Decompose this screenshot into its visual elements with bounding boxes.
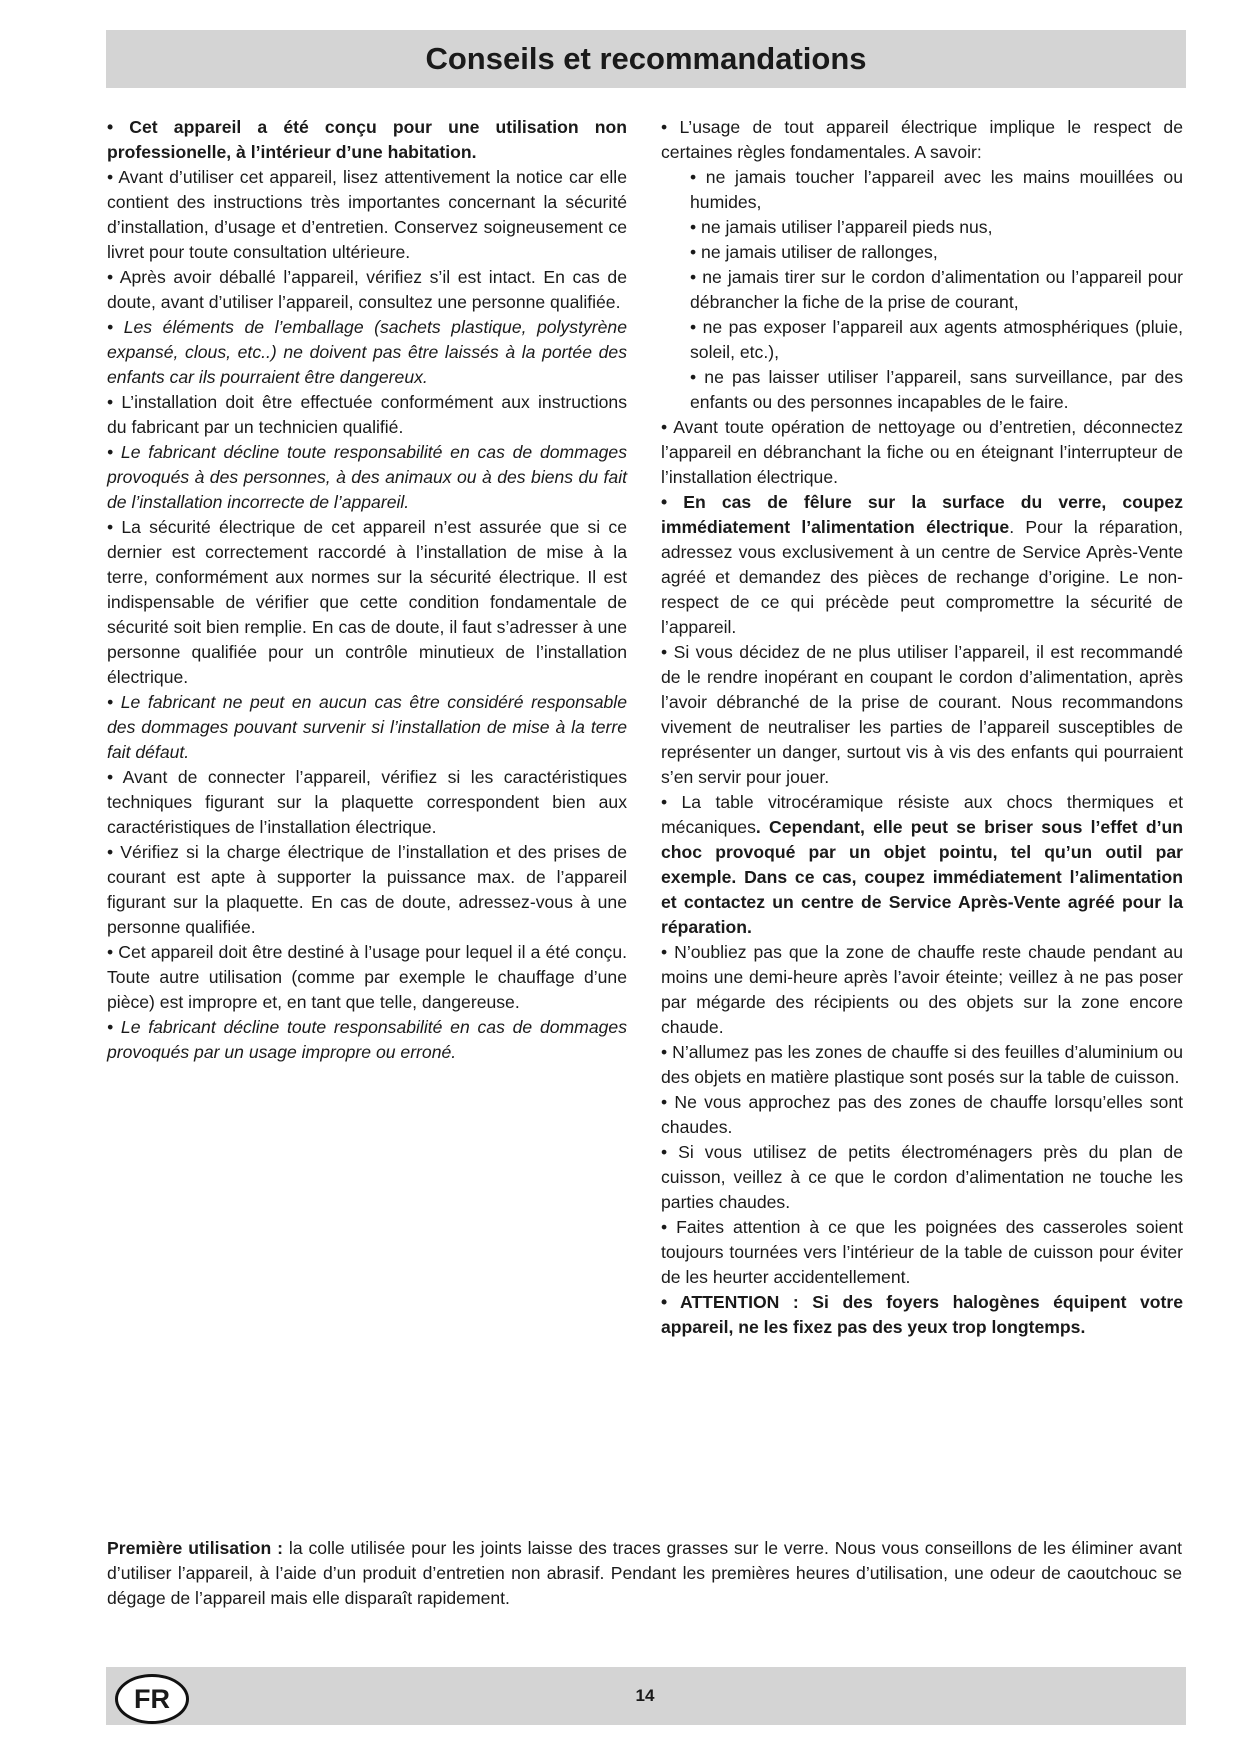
country-badge: FR	[115, 1674, 189, 1724]
left-column	[107, 115, 627, 1065]
right-paragraph-heat-zone: • N’oubliez pas que la zone de chauffe reste chaude pendant au moins une demi-heure après l’avoir éteinte; veillez à ne pas poser par mégarde des récipients ou des objets sur la zone encore chaude.	[661, 942, 1183, 1037]
left-paragraph: • Le fabricant décline toute responsabilité en cas de dommages provoqués à des personnes, à des animaux ou à des biens du fait de l’installation incorrecte de l’appareil.	[107, 442, 627, 512]
left-paragraph: • La sécurité électrique de cet appareil n’est assurée que si ce dernier est correctement raccordé à l’installation de mise à la terre, conformément aux normes sur la sécurité électrique. Il est indispensable de vérifier que cette condition fondamentale de sécurité soit bien remplie. En cas de doute, il faut s’adresser à une personne qualifiée pour un contrôle minutieux de l’installation électrique.	[107, 517, 627, 687]
safety-rule: • ne jamais utiliser de rallonges,	[690, 242, 938, 262]
right-paragraph-foil: • N’allumez pas les zones de chauffe si des feuilles d’aluminium ou des objets en matière plastique sont posés sur la table de cuisson.	[661, 1042, 1183, 1087]
right-paragraph-shock	[661, 790, 1183, 940]
left-paragraph: • Vérifiez si la charge électrique de l’installation et des prises de courant est apte à supporter la puissance max. de l’appareil figurant sur la plaquette. En cas de doute, adressez-vous à une personne qualifiée.	[107, 842, 627, 937]
first-use-text: la colle utilisée pour les joints laisse des traces grasses sur le verre. Nous vous conseillons de les éliminer avant d’utiliser l’appareil, à l’aide d’un produit d’entretien non abrasif. Pendant les premières heures d’utilisation, une odeur de caoutchouc se dégage de l’appareil mais elle disparaît rapidement.	[107, 1538, 1183, 1608]
right-paragraph-crack	[661, 490, 1183, 640]
left-paragraph: • Les éléments de l’emballage (sachets plastique, polystyrène expansé, clous, etc..) ne doivent pas être laissés à la portée des enfants car ils pourraient être dangereux.	[107, 317, 627, 387]
left-paragraph: • Après avoir déballé l’appareil, vérifiez s’il est intact. En cas de doute, avant d’utiliser l’appareil, consultez une personne qualifiée.	[107, 267, 627, 312]
safety-rule: • ne jamais tirer sur le cordon d’alimentation ou l’appareil pour débrancher la fiche de la prise de courant,	[690, 267, 1183, 312]
crack-warning-bold: • En cas de fêlure sur la surface du verre, coupez immédiatement l’alimentation électrique	[661, 492, 1183, 537]
left-paragraph: • Avant d’utiliser cet appareil, lisez attentivement la notice car elle contient des instructions très importantes concernant la sécurité d’installation, d’usage et d’entretien. Conservez soigneusement ce livret pour toute consultation ultérieure.	[107, 167, 627, 262]
right-paragraph-cleaning: • Avant toute opération de nettoyage ou d’entretien, déconnectez l’appareil en débranchant la fiche ou en éteignant l’interrupteur de l’installation électrique.	[661, 417, 1183, 487]
safety-rule: • ne jamais toucher l’appareil avec les mains mouillées ou humides,	[690, 167, 1183, 212]
left-paragraph: • L’installation doit être effectuée conformément aux instructions du fabricant par un technicien qualifié.	[107, 392, 627, 437]
shock-warning-bold: . Cependant, elle peut se briser sous l’effet d’un choc provoqué par un objet pointu, tel qu’un outil par exemple. Dans ce cas, coupez immédiatement l’alimentation et contactez un centre de Service Après-Vente agréé pour la réparation.	[661, 817, 1183, 937]
left-paragraph: • Cet appareil doit être destiné à l’usage pour lequel il a été conçu. Toute autre utilisation (comme par exemple le chauffage d’une pièce) est impropre et, en tant que telle, dangereuse.	[107, 942, 627, 1012]
left-paragraph: • Cet appareil a été conçu pour une utilisation non professionelle, à l’intérieur d’une habitation.	[107, 117, 627, 162]
right-paragraph-hot-zones: • Ne vous approchez pas des zones de chauffe lorsqu’elles sont chaudes.	[661, 1092, 1183, 1137]
right-paragraph-attention: • ATTENTION : Si des foyers halogènes équipent votre appareil, ne les fixez pas des yeux trop longtemps.	[661, 1292, 1183, 1337]
right-paragraph-handles: • Faites attention à ce que les poignées des casseroles soient toujours tournées vers l’intérieur de la table de cuisson pour éviter de les heurter accidentellement.	[661, 1217, 1183, 1287]
safety-rule: • ne jamais utiliser l’appareil pieds nus,	[690, 217, 993, 237]
left-paragraph: • Le fabricant ne peut en aucun cas être considéré responsable des dommages pouvant survenir si l’installation de mise à la terre fait défaut.	[107, 692, 627, 762]
shock-text: • La table vitrocéramique résiste aux chocs thermiques et mécaniques	[661, 792, 1183, 837]
first-use-note	[107, 1536, 1182, 1611]
left-paragraph: • Avant de connecter l’appareil, vérifiez si les caractéristiques techniques figurant sur la plaquette correspondent bien aux caractéristiques de l’installation électrique.	[107, 767, 627, 837]
page-number: 14	[635, 1686, 655, 1705]
safety-rule: • ne pas exposer l’appareil aux agents atmosphériques (pluie, soleil, etc.),	[690, 317, 1183, 362]
safety-rule: • ne pas laisser utiliser l’appareil, sans surveillance, par des enfants ou des personnes incapables de le faire.	[690, 367, 1183, 412]
right-paragraph-appliances: • Si vous utilisez de petits électroménagers près du plan de cuisson, veillez à ce que le cordon d’alimentation ne touche les parties chaudes.	[661, 1142, 1183, 1212]
left-paragraph: • Le fabricant décline toute responsabilité en cas de dommages provoqués par un usage impropre ou erroné.	[107, 1017, 627, 1062]
page-title: Conseils et recommandations	[425, 41, 867, 76]
right-paragraph-disposal: • Si vous décidez de ne plus utiliser l’appareil, il est recommandé de le rendre inopérant en coupant le cordon d’alimentation, après l’avoir débranché de la prise de courant. Nous recommandons vivement de neutraliser les parties de l’appareil susceptibles de représenter un danger, surtout vis à vis des enfants qui pourraient s’en servir pour jouer.	[661, 642, 1183, 787]
crack-warning-rest: . Pour la réparation, adressez vous exclusivement à un centre de Service Après-Vente agréé et demandez des pièces de rechange d’origine. Le non-respect de ce qui précède peut compromettre la sécurité de l’appareil.	[661, 517, 1183, 637]
right-column	[661, 115, 1183, 1340]
right-paragraph-intro: • L’usage de tout appareil électrique implique le respect de certaines règles fondamentales. A savoir:	[661, 117, 1183, 162]
first-use-label: Première utilisation :	[107, 1538, 284, 1558]
